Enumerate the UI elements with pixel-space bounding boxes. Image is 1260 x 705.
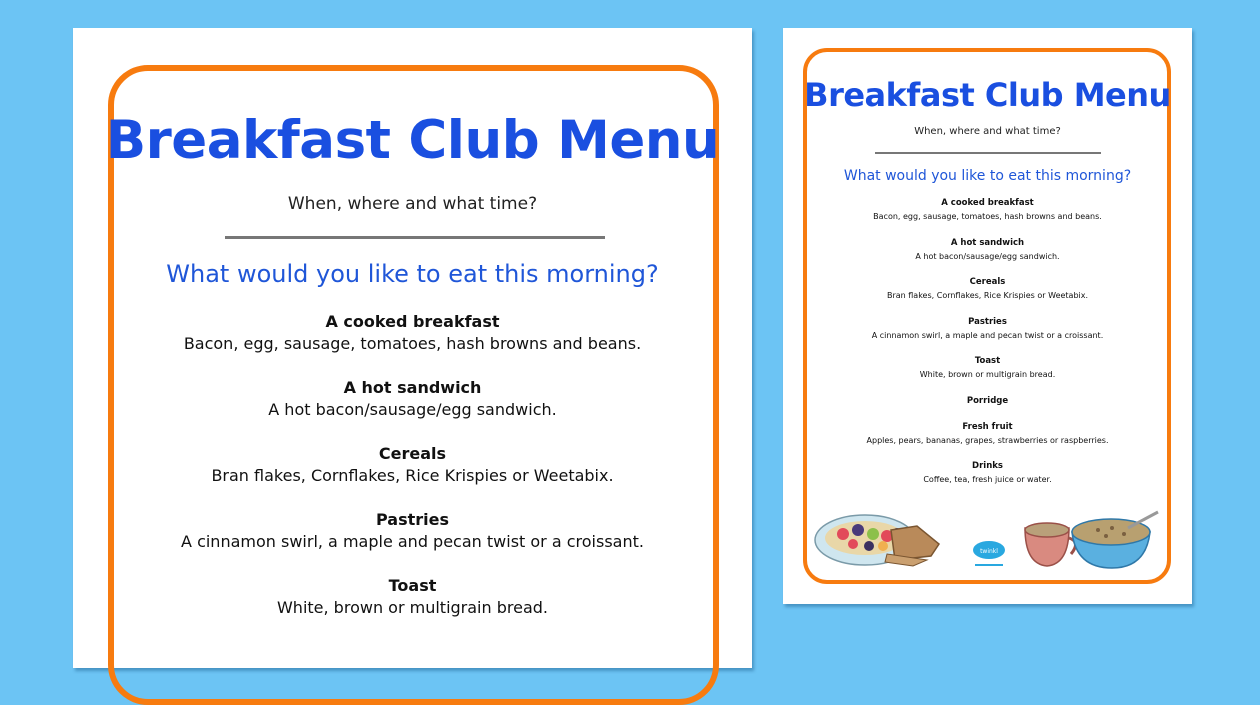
- item-desc: Bran flakes, Cornflakes, Rice Krispies or Weetabix.: [211, 466, 614, 485]
- small-menu-page: [783, 28, 1192, 604]
- item-heading: Cereals: [378, 444, 447, 463]
- divider: [225, 236, 605, 239]
- menu-item: [73, 311, 752, 377]
- menu-item: [783, 395, 1192, 421]
- twinkl-logo: [969, 538, 1009, 570]
- menu-list: [73, 311, 752, 641]
- item-desc: Bran flakes, Cornflakes, Rice Krispies or Weetabix.: [886, 291, 1089, 300]
- item-heading: Fresh fruit: [962, 421, 1013, 432]
- menu-item: [783, 316, 1192, 356]
- item-heading: Drinks: [972, 461, 1003, 471]
- cereal-bowl-icon: [1068, 510, 1164, 574]
- svg-text:twinkl: twinkl: [980, 548, 998, 555]
- question-heading: What would you like to eat this morning?: [843, 168, 1132, 184]
- item-heading: A cooked breakfast: [941, 198, 1034, 208]
- item-desc: Apples, pears, bananas, grapes, strawberries or raspberries.: [866, 435, 1109, 445]
- item-heading: Porridge: [966, 395, 1009, 406]
- item-desc: Bacon, egg, sausage, tomatoes, hash browns and beans.: [873, 212, 1102, 221]
- menu-list: [783, 197, 1192, 500]
- item-desc: Coffee, tea, fresh juice or water.: [923, 475, 1052, 484]
- item-heading: Pastries: [375, 510, 449, 529]
- item-desc: White, brown or multigrain bread.: [276, 598, 548, 617]
- item-desc: White, brown or multigrain bread.: [919, 370, 1056, 379]
- page-title: Breakfast Club Menu: [105, 110, 720, 171]
- item-heading: Toast: [388, 576, 437, 595]
- menu-item: [783, 460, 1192, 500]
- divider: [875, 152, 1101, 154]
- menu-item: [783, 421, 1192, 461]
- item-heading: Pastries: [968, 316, 1007, 327]
- item-desc: A cinnamon swirl, a maple and pecan twist or a croissant.: [871, 330, 1104, 340]
- item-heading: Cereals: [969, 277, 1006, 287]
- item-desc: A hot bacon/sausage/egg sandwich.: [268, 400, 557, 419]
- page-title: Breakfast Club Menu: [804, 76, 1171, 114]
- item-heading: A hot sandwich: [950, 237, 1025, 248]
- menu-item: [783, 237, 1192, 277]
- menu-item: [73, 509, 752, 575]
- subtitle: When, where and what time?: [287, 194, 538, 214]
- question-heading: What would you like to eat this morning?: [166, 260, 659, 288]
- toast-icon: [883, 524, 943, 568]
- menu-item: [73, 377, 752, 443]
- item-heading: A cooked breakfast: [325, 312, 500, 331]
- item-desc: A hot bacon/sausage/egg sandwich.: [915, 251, 1060, 261]
- menu-item: [783, 197, 1192, 237]
- item-heading: Toast: [974, 356, 1001, 366]
- menu-item: [73, 575, 752, 641]
- menu-item: [783, 355, 1192, 395]
- subtitle: When, where and what time?: [914, 126, 1061, 137]
- item-heading: A hot sandwich: [343, 378, 482, 397]
- menu-item: [73, 443, 752, 509]
- menu-item: [783, 276, 1192, 316]
- item-desc: A cinnamon swirl, a maple and pecan twist or a croissant.: [181, 532, 644, 551]
- item-desc: Bacon, egg, sausage, tomatoes, hash browns and beans.: [183, 334, 642, 353]
- large-menu-page: [73, 28, 752, 668]
